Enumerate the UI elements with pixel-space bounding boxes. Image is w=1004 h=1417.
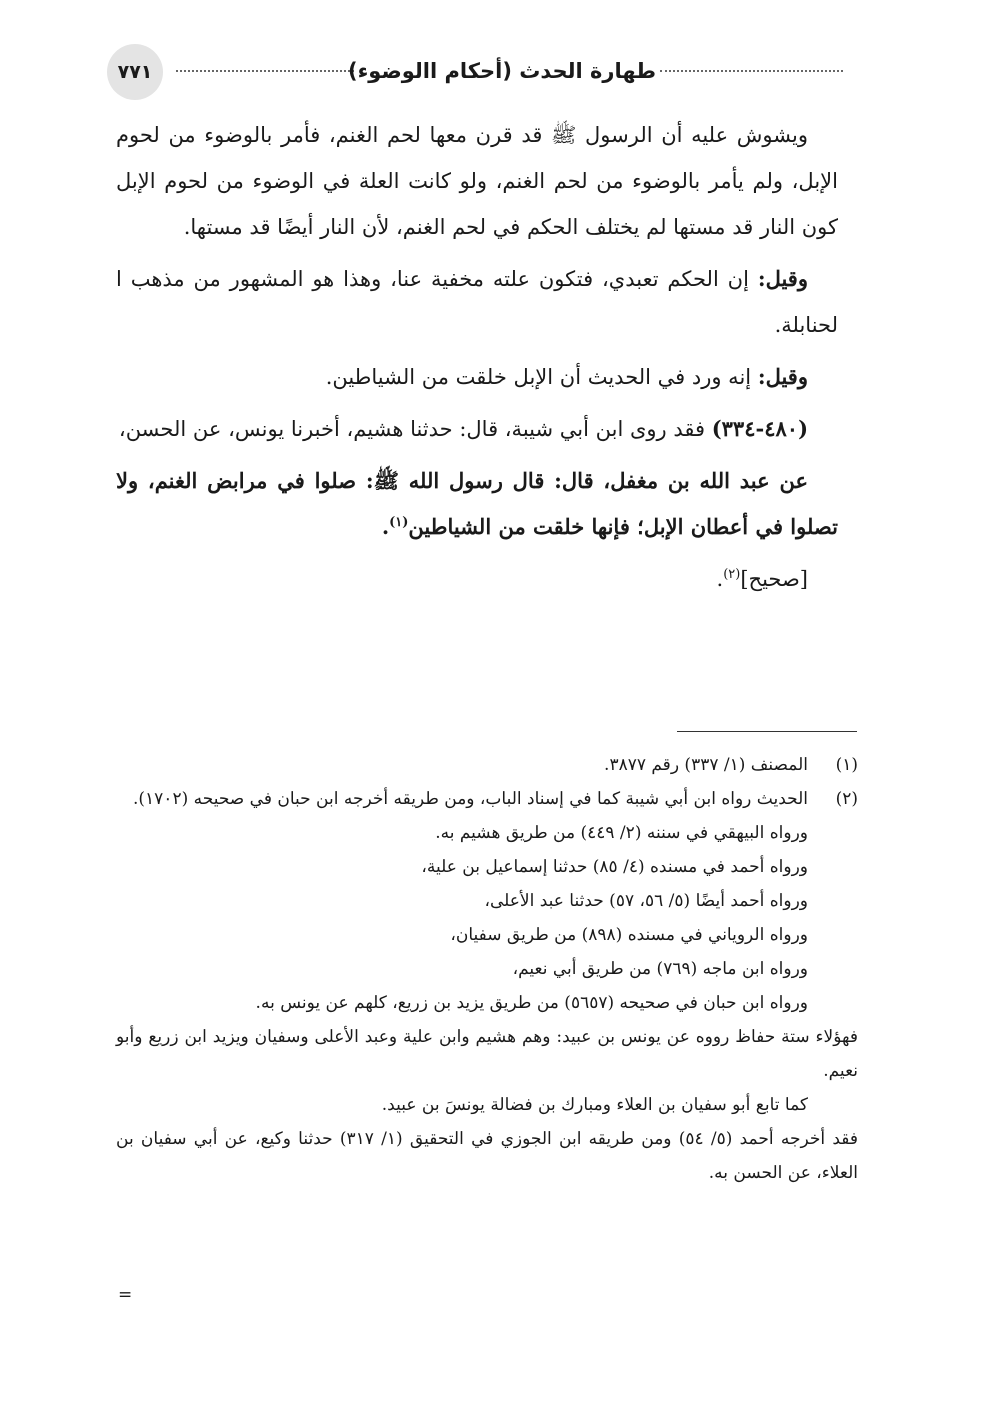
paragraph-4-text: فقد روى ابن أبي شيبة، قال: حدثنا هشيم، أخبرنا يونس، عن الحسن، [118,417,712,441]
paragraph-2-label: وقيل: [757,266,808,291]
main-text [116,112,838,608]
footnote-2 [116,782,858,816]
paragraph-3 [116,354,838,400]
grade-end: . [716,567,724,591]
footnote-line: ورواه أحمد في مسنده (٤/ ٨٥) حدثنا إسماعيل بن علية، [421,857,808,877]
footnote-line: ورواه الروياني في مسنده (٨٩٨) من طريق سفيان، [450,925,808,945]
footnote-line: ورواه ابن حبان في صحيحه (٥٦٥٧) من طريق يزيد بن زريع، كلهم عن يونس به. [255,993,808,1013]
paragraph-3-label: وقيل: [757,364,808,389]
footnote-2-number: (٢) [835,789,858,809]
footnote-follow: كما تابع أبو سفيان بن العلاء ومبارك بن فضالة يونسَ بن عبيد. [381,1095,808,1115]
continuation-mark: = [118,1285,133,1305]
paragraph-2-text: إن الحكم تعبدي، فتكون علته مخفية عنا، وهذا هو المشهور من مذهب ا لحنابلة. [116,267,838,337]
hadith-text-end: . [381,514,390,539]
header-dotted-rule-right [660,70,843,72]
footnote-2-text: الحديث رواه ابن أبي شيبة كما في إسناد الباب، ومن طريقه أخرجه ابن حبان في صحيحه (١٧٠٢). [133,789,808,809]
hadith-text [116,458,838,550]
grade-label: [صحيح] [740,567,808,591]
footnote-line: ورواه البيهقي في سننه (٢/ ٤٤٩) من طريق هشيم به. [435,823,808,843]
paragraph-1: ويشوش عليه أن الرسول ﷺ قد قرن معها لحم الغنم، فأمر بالوضوء من لحوم الإبل، ولم يأمر بالوضوء من لحم الغنم، ولو كانت العلة في الوضوء من لحوم الإبل كون النار قد مستها لم يختلف الحكم في لحم الغنم، لأن النار أيضًا قد مستها. [116,123,838,239]
paragraph-3-text: إنه ورد في الحديث أن الإبل خلقت من الشياطين. [325,365,758,389]
footnote-last: فقد أخرجه أحمد (٥/ ٥٤) ومن طريقه ابن الجوزي في التحقيق (١/ ٣١٧) حدثنا وكيع، عن أبي سفيان بن العلاء، عن الحسن به. [116,1129,858,1183]
footnote-1 [116,748,858,782]
page-number: ٧٧١ [117,61,153,83]
paragraph-2 [116,256,838,348]
hadith-number: (٤٨٠-٣٣٤) [711,416,808,441]
footnote-separator [677,731,857,732]
paragraph-4 [116,406,838,452]
footnote-ref-1: (١) [389,515,409,530]
footnotes [116,748,858,1190]
hadith-grade [116,556,838,602]
footnote-1-number: (١) [835,755,858,775]
footnote-summary: فهؤلاء ستة حفاظ رووه عن يونس بن عبيد: وهم هشيم وابن علية وعبد الأعلى وسفيان ويزيد ابن زريع وأبو نعيم. [116,1027,858,1081]
footnote-line: ورواه ابن ماجه (٧٦٩) من طريق أبي نعيم، [512,959,808,979]
footnote-ref-2: (٢) [723,567,741,582]
hadith-text-body: عن عبد الله بن مغفل، قال: قال رسول الله ﷺ: صلوا في مرابض الغنم، ولا تصلوا في أعطان الإبل؛ فإنها خلقت من الشياطين [116,468,838,539]
running-header-title: طهارة الحدث (أحكام االوضوء) [347,59,657,83]
footnote-line: ورواه أحمد أيضًا (٥/ ٥٦، ٥٧) حدثنا عبد الأعلى، [484,891,808,911]
footnote-1-text: المصنف (١/ ٣٣٧) رقم ٣٨٧٧. [604,755,808,775]
